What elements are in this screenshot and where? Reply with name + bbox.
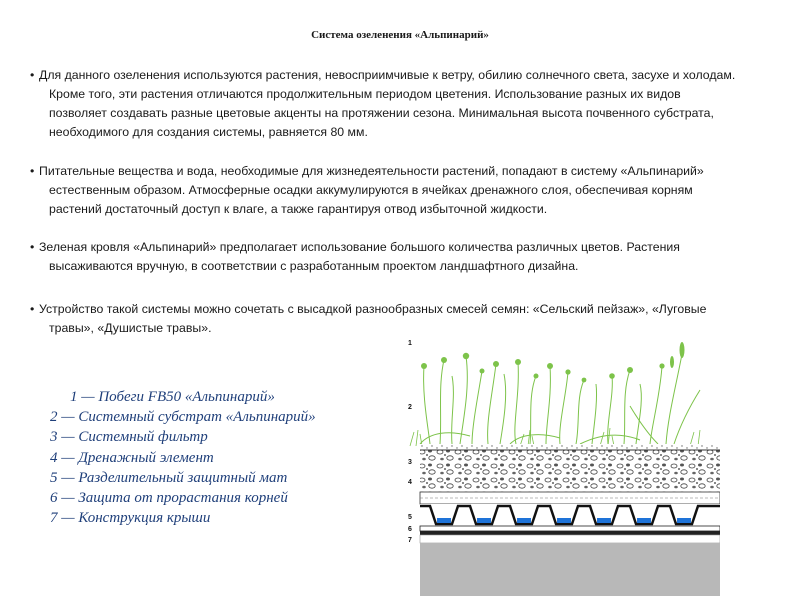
paragraph-nutrients xyxy=(30,162,740,219)
layer-number: 3 xyxy=(408,459,412,466)
legend-item-shoots: 1 — Побеги FB50 «Альпинарий» xyxy=(70,389,275,405)
plant-layer xyxy=(420,354,700,444)
drainage-element xyxy=(420,504,720,526)
paragraph-text: Зеленая кровля «Альпинарий» предполагает использование большого количества различных цветов. Растения высаживаются вручную, в соответствии с разработанным проектом ландшафтного дизайна. xyxy=(39,240,680,273)
bullet: • xyxy=(30,68,35,82)
layer-number: 2 xyxy=(408,404,412,411)
bullet: • xyxy=(30,240,35,254)
roof-construction xyxy=(420,543,720,596)
gravel-layer xyxy=(420,450,720,492)
paragraph-text: Для данного озеленения используются растения, невосприимчивые к ветру, обилию солнечного света, засухе и холодам. Кроме того, эти растения отличаются продолжительным периодом цветения. Использование разных их видов позволяет создавать разные цветовые акценты на протяжении сезона. Минимальная высота почвенного субстрата, необходимого для создания системы, равняется 80 мм. xyxy=(39,68,736,139)
layer-number: 7 xyxy=(408,537,412,544)
legend-item-drainage: 4 — Дренажный элемент xyxy=(50,449,214,466)
paragraph-text: Питательные вещества и вода, необходимые для жизнедеятельности растений, попадают в систему «Альпинарий» естественным образом. Атмосферные осадки аккумулируются в ячейках дренажного слоя, обеспечивая корням растений достаточный доступ к влаге, а также гарантируя отвод избыточной жидкости. xyxy=(39,164,704,216)
bullet: • xyxy=(30,302,35,316)
paragraph-plants xyxy=(30,66,740,142)
root-barrier xyxy=(420,531,720,535)
layer-number: 4 xyxy=(408,479,412,486)
layer-legend xyxy=(50,387,390,528)
substrate-top xyxy=(420,444,720,450)
layer-number: 5 xyxy=(408,514,412,521)
paragraph-seeds xyxy=(30,300,740,338)
layer-number: 6 xyxy=(408,526,412,533)
flower-heads xyxy=(421,342,685,382)
paragraph-flowers xyxy=(30,238,740,276)
layer-cross-section xyxy=(400,336,720,596)
legend-item-substrate: 2 — Системный субстрат «Альпинарий» xyxy=(50,409,316,426)
paragraph-text: Устройство такой системы можно сочетать с высадкой разнообразных смесей семян: «Сельский пейзаж», «Луговые травы», «Душистые травы». xyxy=(39,302,707,335)
page-title: Система озеленения «Альпинарий» xyxy=(311,29,489,41)
legend-item-root-barrier: 6 — Защита от прорастания корней xyxy=(50,490,288,507)
layer-number: 1 xyxy=(408,340,412,347)
green-roof-diagram xyxy=(400,336,720,596)
bullet: • xyxy=(30,164,35,178)
legend-item-protective-mat: 5 — Разделительный защитный мат xyxy=(50,469,288,486)
protective-mat xyxy=(420,526,720,531)
legend-item-roof-construction: 7 — Конструкция крыши xyxy=(50,510,211,527)
legend-item-filter: 3 — Системный фильтр xyxy=(50,429,208,446)
